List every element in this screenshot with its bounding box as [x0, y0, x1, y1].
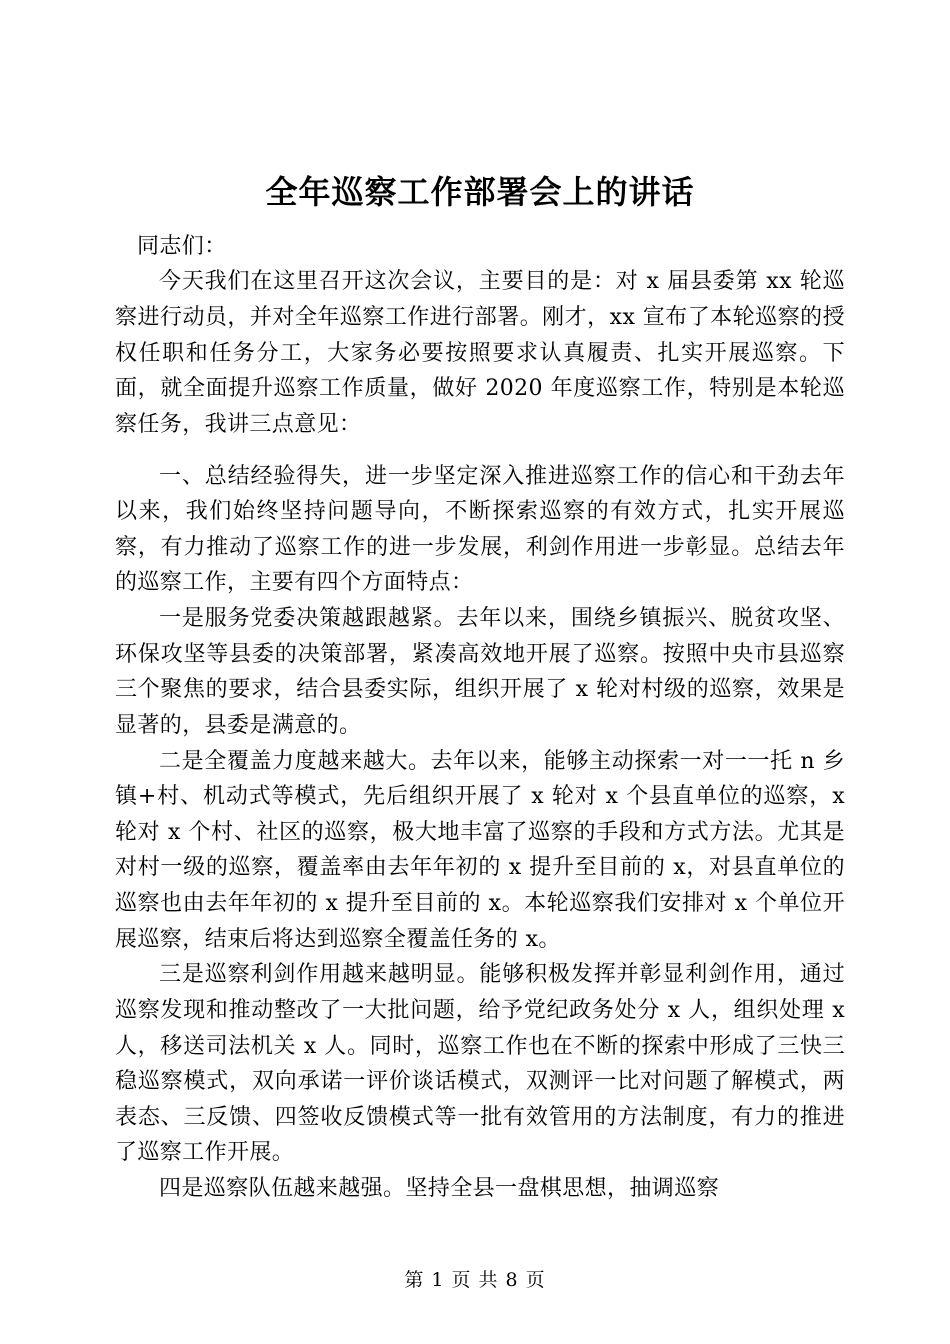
paragraph-point-one: 一是服务党委决策越跟越紧。去年以来，围绕乡镇振兴、脱贫攻坚、环保攻坚等县委的决策部署，紧凑高效地开展了巡察。按照中央市县巡察三个聚焦的要求，结合县委实际，组织开展了 x 轮对村级的巡察，效果是显著的，县委是满意的。: [115, 606, 845, 738]
paragraph-point-four: 四是巡察队伍越来越强。坚持全县一盘棋思想，抽调巡察: [159, 1176, 720, 1202]
document-body: [115, 170, 845, 1207]
paragraph-point-three: 三是巡察利剑作用越来越明显。能够积极发挥并彰显利剑作用，通过巡察发现和推动整改了一大批问题，给予党纪政务处分 x 人，组织处理 x 人，移送司法机关 x 人。同时，巡察工作也在不断的探索中形成了三快三稳巡察模式，双向承诺一评价谈话模式，双测评一比对问题了解模式，两表态、三反馈、四签收反馈模式等一批有效管用的方法制度，有力的推进了巡察工作开展。: [115, 962, 845, 1166]
paragraph-section-one: 一、总结经验得失，进一步坚定深入推进巡察工作的信心和干劲去年以来，我们始终坚持问题导向，不断探索巡察的有效方式，扎实开展巡察，有力推动了巡察工作的进一步发展，利剑作用进一步彰显。总结去年的巡察工作，主要有四个方面特点：: [115, 463, 845, 596]
paragraph-point-two: 二是全覆盖力度越来越大。去年以来，能够主动探索一对一一托 n 乡镇+村、机动式等模式，先后组织开展了 x 轮对 x 个县直单位的巡察，x 轮对 x 个村、社区的巡察，极大地丰富了巡察的手段和方式方法。尤其是对村一级的巡察，覆盖率由去年年初的 x 提升至目前的 x，对县直单位的巡察也由去年年初的 x 提升至目前的 x。本轮巡察我们安排对 x 个单位开展巡察，结束后将达到巡察全覆盖任务的 x。: [115, 748, 845, 952]
page-title: 全年巡察工作部署会上的讲话: [265, 173, 695, 211]
paragraph-spacer: [115, 443, 845, 459]
paragraph-opening: 今天我们在这里召开这次会议，主要目的是：对 x 届县委第 xx 轮巡察进行动员，并对全年巡察工作进行部署。刚才，xx 宣布了本轮巡察的授权任职和任务分工，大家务必要按照要求认真履责、扎实开展巡察。下面，就全面提升巡察工作质量，做好 2020 年度巡察工作，特别是本轮巡察任务，我讲三点意见：: [115, 269, 845, 437]
page-footer: 第 1 页 共 8 页: [404, 1269, 546, 1291]
paragraph-salutation: 同志们：: [137, 233, 227, 259]
